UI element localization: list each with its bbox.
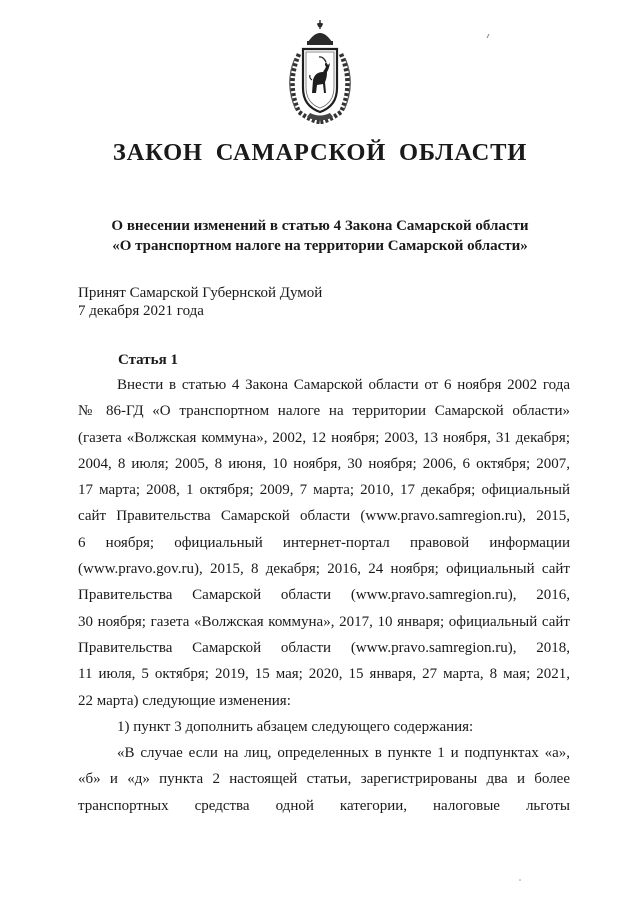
body-line: Правительства Самарской области (www.pravo.samregion.ru), 2016, <box>78 587 570 604</box>
body-line: 17 марта; 2008, 1 октября; 2009, 7 марта; 2010, 17 декабря; официальный <box>78 482 570 499</box>
body-line: 30 ноября; газета «Волжская коммуна», 2017, 10 января; официальный сайт <box>78 613 570 630</box>
coat-of-arms-emblem <box>279 20 361 124</box>
body-line: 22 марта) следующие изменения: <box>78 692 291 709</box>
body-line: 2004, 8 июля; 2005, 8 июня, 10 ноября, 30 ноября; 2006, 6 октября; 2007, <box>78 455 570 472</box>
body-line: транспортных средства одной категории, налоговые льготы <box>78 797 570 814</box>
body-line: (www.pravo.gov.ru), 2015, 8 декабря; 2016, 24 ноября; официальный сайт <box>78 561 570 578</box>
adoption-date: 7 декабря 2021 года <box>78 303 204 319</box>
body-line: «б» и «д» пункта 2 настоящей статьи, зарегистрированы два и более <box>78 771 570 788</box>
body-line: № 86-ГД «О транспортном налоге на территории Самарской области» <box>78 403 570 420</box>
body-line: 11 июля, 5 октября; 2019, 15 мая; 2020, 15 января, 27 марта, 8 мая; 2021, <box>78 666 570 683</box>
body-line: «В случае если на лиц, определенных в пункте 1 и подпунктах «а», <box>117 745 570 762</box>
body-line: Правительства Самарской области (www.pravo.samregion.ru), 2018, <box>78 639 570 656</box>
body-line: Внести в статью 4 Закона Самарской области от 6 ноября 2002 года <box>117 377 570 393</box>
body-line: сайт Правительства Самарской области (www.pravo.samregion.ru), 2015, <box>78 508 570 525</box>
subtitle-line: О внесении изменений в статью 4 Закона Самарской области <box>111 218 529 234</box>
body-line: (газета «Волжская коммуна», 2002, 12 ноября; 2003, 13 ноября, 31 декабря; <box>78 429 570 446</box>
law-title: ЗАКОН САМАРСКОЙ ОБЛАСТИ <box>112 139 528 166</box>
law-subtitle <box>0 216 640 256</box>
body-line: 1) пункт 3 дополнить абзацем следующего содержания: <box>117 718 474 735</box>
body-line: 6 ноября; официальный интернет-портал правовой информации <box>78 534 570 551</box>
article-body <box>78 372 570 819</box>
adoption-line: Принят Самарской Губернской Думой <box>78 285 323 301</box>
subtitle-line: «О транспортном налоге на территории Самарской области» <box>112 238 528 254</box>
article-heading: Статья 1 <box>118 352 178 368</box>
adoption-note <box>78 284 322 320</box>
